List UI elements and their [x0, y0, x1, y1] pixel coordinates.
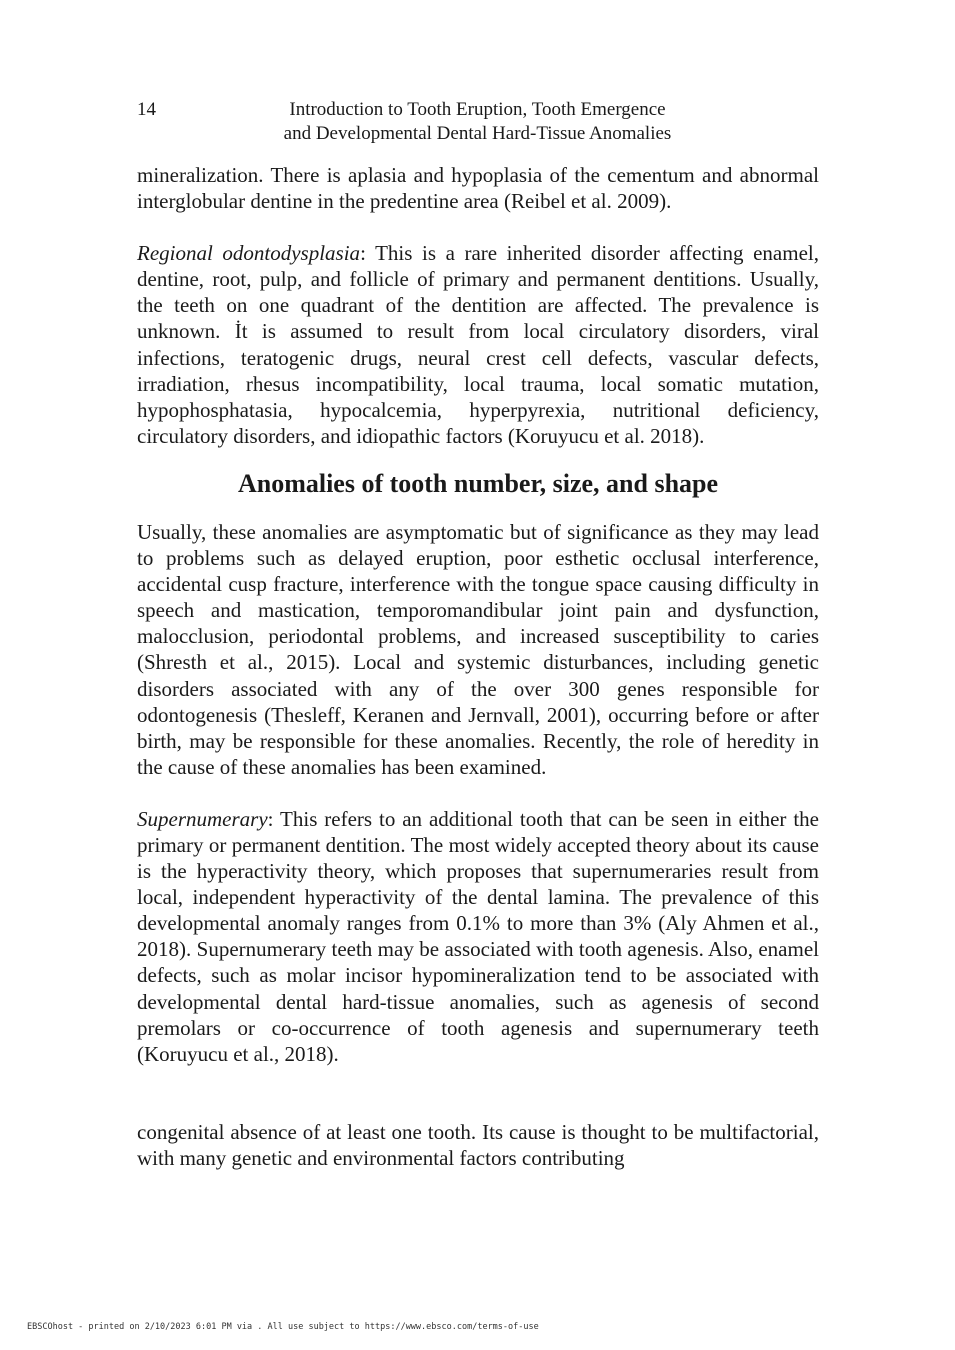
- paragraph-regional-odontodysplasia: [137, 240, 819, 449]
- paragraph-gap: [137, 780, 819, 806]
- paragraph-congenital-absence: congenital absence of at least one tooth. Its cause is thought to be multifactorial, with many genetic and environmental factors contributing: [137, 1119, 819, 1170]
- paragraph-supernumerary: [137, 806, 819, 1067]
- ebsco-footer: EBSCOhost - printed on 2/10/2023 6:01 PM via . All use subject to https://www.ebsco.com/terms-of-use: [27, 1322, 539, 1332]
- running-head: [240, 98, 715, 146]
- running-head-line-1: Introduction to Tooth Eruption, Tooth Emergence: [289, 99, 666, 120]
- paragraph-mineralization: mineralization. There is aplasia and hypoplasia of the cementum and abnormal interglobular dentine in the predentine area (Reibel et al. 2009).: [137, 163, 819, 214]
- running-head-line-2: and Developmental Dental Hard-Tissue Anomalies: [283, 123, 672, 144]
- body-text: [137, 162, 819, 1171]
- term-supernumerary: Supernumerary: [137, 806, 268, 831]
- paragraph-gap-large: [137, 1067, 819, 1119]
- paragraph-anomalies-intro: Usually, these anomalies are asymptomatic but of significance as they may lead to problems such as delayed eruption, poor esthetic occlusal interference, accidental cusp fracture, interference with the tongue space causing difficulty in speech and mastication, temporomandibular joint pain and dysfunction, malocclusion, periodontal problems, and increased susceptibility to caries (Shresth et al., 2015). Local and systemic disturbances, including genetic disorders associated with any of the over 300 genes responsible for odontogenesis (Thesleff, Keranen and Jernvall, 2001), occurring before or after birth, may be responsible for these anomalies. Recently, the role of heredity in the cause of these anomalies has been examined.: [137, 519, 819, 779]
- term-regional-odontodysplasia: Regional odontodysplasia: [137, 241, 361, 266]
- section-heading: Anomalies of tooth number, size, and shape: [237, 468, 719, 498]
- paragraph-supernumerary-text: : This refers to an additional tooth that can be seen in either the primary or permanent dentition. The most widely accepted theory about its cause is the hyperactivity theory, which proposes that supernumeraries result from local, independent hyperactivity of the dental lamina. The prevalence of this developmental anomaly ranges from 0.1% to more than 3% (Aly Ahmen et al., 2018). Supernumerary teeth may be associated with tooth agenesis. Also, enamel defects, such as molar incisor hypomineralization tend to be associated with developmental dental hard-tissue anomalies, such as agenesis of second premolars or co-occurrence of tooth agenesis and supernumerary teeth (Koruyucu et al., 2018).: [137, 806, 819, 1066]
- paragraph-regional-odontodysplasia-text: : This is a rare inherited disorder affecting enamel, dentine, root, pulp, and follicle of primary and permanent dentitions. Usually, the teeth on one quadrant of the dentition are affected. The prevalence is unknown. İt is assumed to result from local circulatory disorders, viral infections, teratogenic drugs, neural crest cell defects, vascular defects, irradiation, rhesus incompatibility, local trauma, local somatic mutation, hypophosphatasia, hypocalcemia, hyperpyrexia, nutritional deficiency, circulatory disorders, and idiopathic factors (Koruyucu et al. 2018).: [137, 241, 819, 448]
- page-number: 14: [137, 99, 156, 120]
- paragraph-gap: [137, 214, 819, 240]
